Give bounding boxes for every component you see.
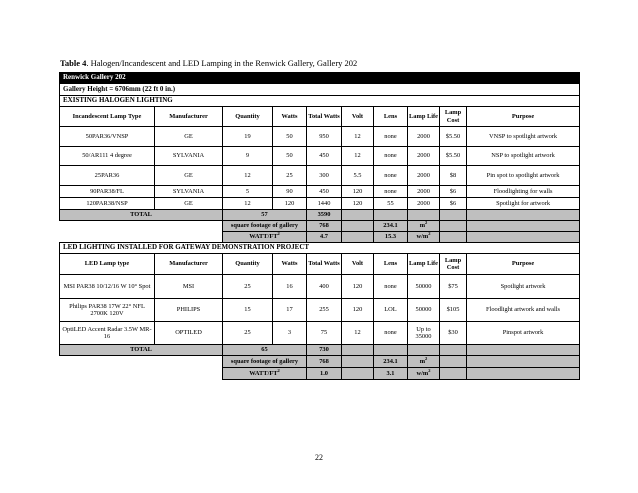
cell: $30 [440, 322, 467, 345]
halogen-watt-row [60, 232, 580, 243]
cell: OPTILED [155, 322, 223, 345]
table-row [60, 275, 580, 299]
sqm-value: 234.1 [374, 356, 408, 368]
cell: 120 [342, 186, 374, 198]
cell: GE [155, 198, 223, 210]
column-header: Incandescent Lamp Type [60, 107, 155, 127]
led-header-row [60, 254, 580, 275]
cell: 12 [342, 147, 374, 166]
cell: 16 [273, 275, 307, 299]
cell: 2000 [408, 186, 440, 198]
empty-cell [374, 345, 408, 356]
sqm-unit: $m^2$ [408, 356, 440, 368]
blank-cell [60, 232, 223, 243]
empty-cell [342, 232, 374, 243]
column-header: Lens [374, 107, 408, 127]
gallery-height-row [60, 84, 580, 96]
cell: Spotlight artwork [467, 275, 580, 299]
total-label: TOTAL [60, 345, 223, 356]
page-number: 22 [315, 453, 323, 462]
cell: 12 [342, 127, 374, 147]
cell: $6 [440, 198, 467, 210]
empty-cell [440, 368, 467, 380]
column-header: Lamp Cost [440, 254, 467, 275]
cell: none [374, 147, 408, 166]
empty-cell [342, 368, 374, 380]
blank-cell [60, 368, 223, 380]
wm-value: 15.3 [374, 232, 408, 243]
column-header: Total Watts [307, 107, 342, 127]
led-title-row [60, 243, 580, 254]
empty-cell [342, 356, 374, 368]
cell: NSP to spotlight artwork [467, 147, 580, 166]
empty-cell [440, 356, 467, 368]
cell: $8 [440, 166, 467, 186]
cell: 15 [223, 299, 273, 322]
cell: 2000 [408, 198, 440, 210]
cell: none [374, 322, 408, 345]
led-watt-row [60, 368, 580, 380]
empty-cell [467, 221, 580, 232]
led-total-row [60, 345, 580, 356]
halogen-title-row [60, 96, 580, 107]
cell: 5.5 [342, 166, 374, 186]
cell: 25 [223, 275, 273, 299]
cell: Floodlight artwork and walls [467, 299, 580, 322]
cell: none [374, 275, 408, 299]
wm-unit: $w/m^2$ [408, 232, 440, 243]
empty-cell [408, 345, 440, 356]
halogen-header-row [60, 107, 580, 127]
cell: 2000 [408, 166, 440, 186]
cell: 90 [273, 186, 307, 198]
sqm-value: 234.1 [374, 221, 408, 232]
blank-cell [60, 221, 223, 232]
gallery-name-row [60, 73, 580, 84]
cell: 9 [223, 147, 273, 166]
sqft-label: square footage of gallery [223, 356, 307, 368]
cell: 12 [342, 322, 374, 345]
total-quantity: 57 [223, 210, 307, 221]
column-header: Lamp Life [408, 254, 440, 275]
blank-cell [60, 356, 223, 368]
lighting-table [59, 72, 580, 380]
table-row [60, 299, 580, 322]
cell: PHILIPS [155, 299, 223, 322]
cell: 12 [223, 166, 273, 186]
cell: 12 [223, 198, 273, 210]
cell: Floodlighting for walls [467, 186, 580, 198]
column-header: Watts [273, 107, 307, 127]
sqft-label: square footage of gallery [223, 221, 307, 232]
table-row [60, 127, 580, 147]
cell: 50000 [408, 299, 440, 322]
cell: 1440 [307, 198, 342, 210]
cell: GE [155, 166, 223, 186]
column-header: Lamp Life [408, 107, 440, 127]
cell: 300 [307, 166, 342, 186]
cell: OptiLED Accent Radar 3.5W MR-16 [60, 322, 155, 345]
cell: $5.50 [440, 127, 467, 147]
cell: 25 [223, 322, 273, 345]
empty-cell [374, 210, 408, 221]
cell: 90PAR38/FL [60, 186, 155, 198]
cell: 50 [273, 147, 307, 166]
cell: none [374, 186, 408, 198]
sqm-unit: $m^2$ [408, 221, 440, 232]
cell: 25 [273, 166, 307, 186]
cell: $75 [440, 275, 467, 299]
watt-value: 1.0 [307, 368, 342, 380]
caption-label: Table 4 [60, 58, 87, 68]
cell: 2000 [408, 127, 440, 147]
table-row [60, 186, 580, 198]
cell: 19 [223, 127, 273, 147]
cell: 50/AR111 4 degree [60, 147, 155, 166]
led-sqft-row [60, 356, 580, 368]
column-header: Lamp Cost [440, 107, 467, 127]
cell: 450 [307, 186, 342, 198]
total-watts: 3590 [307, 210, 342, 221]
table-caption [60, 58, 357, 68]
cell: Philips PAR38 17W 22° NFL 2700K 120V [60, 299, 155, 322]
empty-cell [408, 210, 440, 221]
watt-label: WATT/$FT^2$ [223, 368, 307, 380]
cell: 120 [342, 299, 374, 322]
table-row [60, 322, 580, 345]
empty-cell [467, 345, 580, 356]
cell: $5.50 [440, 147, 467, 166]
total-quantity: 65 [223, 345, 307, 356]
cell: Pinspot artwork [467, 322, 580, 345]
cell: 50PAR36/VNSP [60, 127, 155, 147]
watt-label: WATT/$FT^2$ [223, 232, 307, 243]
empty-cell [467, 368, 580, 380]
cell: $105 [440, 299, 467, 322]
cell: 75 [307, 322, 342, 345]
cell: 2000 [408, 147, 440, 166]
cell: SYLVANIA [155, 186, 223, 198]
sqft-value: 768 [307, 221, 342, 232]
cell: 50000 [408, 275, 440, 299]
cell: 55 [374, 198, 408, 210]
cell: GE [155, 127, 223, 147]
wm-unit: $w/m^2$ [408, 368, 440, 380]
cell: Up to 35000 [408, 322, 440, 345]
cell: 25PAR36 [60, 166, 155, 186]
empty-cell [342, 210, 374, 221]
cell: $6 [440, 186, 467, 198]
halogen-sqft-row [60, 221, 580, 232]
cell: SYLVANIA [155, 147, 223, 166]
total-watts: 730 [307, 345, 342, 356]
cell: 17 [273, 299, 307, 322]
led-section-title: LED LIGHTING INSTALLED FOR GATEWAY DEMONSTRATION PROJECT [60, 243, 580, 254]
column-header: LED Lamp type [60, 254, 155, 275]
cell: 5 [223, 186, 273, 198]
empty-cell [440, 232, 467, 243]
empty-cell [467, 356, 580, 368]
cell: 120PAR38/NSP [60, 198, 155, 210]
empty-cell [467, 232, 580, 243]
column-header: Total Watts [307, 254, 342, 275]
column-header: Watts [273, 254, 307, 275]
caption-text: . Halogen/Incandescent and LED Lamping in the Renwick Gallery, Gallery 202 [86, 58, 358, 68]
cell: 50 [273, 127, 307, 147]
empty-cell [342, 221, 374, 232]
cell: 400 [307, 275, 342, 299]
gallery-name: Renwick Gallery 202 [60, 73, 580, 84]
table-row [60, 166, 580, 186]
cell: 120 [342, 198, 374, 210]
cell: LOL [374, 299, 408, 322]
column-header: Lens [374, 254, 408, 275]
column-header: Purpose [467, 107, 580, 127]
empty-cell [467, 210, 580, 221]
empty-cell [440, 210, 467, 221]
column-header: Volt [342, 254, 374, 275]
cell: MSI PAR38 10/12/16 W 10° Spot [60, 275, 155, 299]
cell: Pin spot to spotlight artwork [467, 166, 580, 186]
cell: VNSP to spotlight artwork [467, 127, 580, 147]
column-header: Purpose [467, 254, 580, 275]
column-header: Volt [342, 107, 374, 127]
empty-cell [440, 221, 467, 232]
gallery-height: Gallery Height = 6706mm (22 ft 0 in.) [60, 84, 580, 96]
column-header: Quantity [223, 254, 273, 275]
cell: MSI [155, 275, 223, 299]
cell: 255 [307, 299, 342, 322]
empty-cell [342, 345, 374, 356]
cell: 950 [307, 127, 342, 147]
total-label: TOTAL [60, 210, 223, 221]
cell: 120 [273, 198, 307, 210]
cell: 3 [273, 322, 307, 345]
halogen-section-title: EXISTING HALOGEN LIGHTING [60, 96, 580, 107]
cell: 450 [307, 147, 342, 166]
watt-value: 4.7 [307, 232, 342, 243]
sqft-value: 768 [307, 356, 342, 368]
cell: Spotlight for artwork [467, 198, 580, 210]
wm-value: 3.1 [374, 368, 408, 380]
cell: 120 [342, 275, 374, 299]
cell: none [374, 127, 408, 147]
table-row [60, 147, 580, 166]
empty-cell [440, 345, 467, 356]
column-header: Manufacturer [155, 254, 223, 275]
column-header: Quantity [223, 107, 273, 127]
column-header: Manufacturer [155, 107, 223, 127]
table-row [60, 198, 580, 210]
lighting-table-wrapper [59, 72, 579, 380]
cell: none [374, 166, 408, 186]
halogen-total-row [60, 210, 580, 221]
